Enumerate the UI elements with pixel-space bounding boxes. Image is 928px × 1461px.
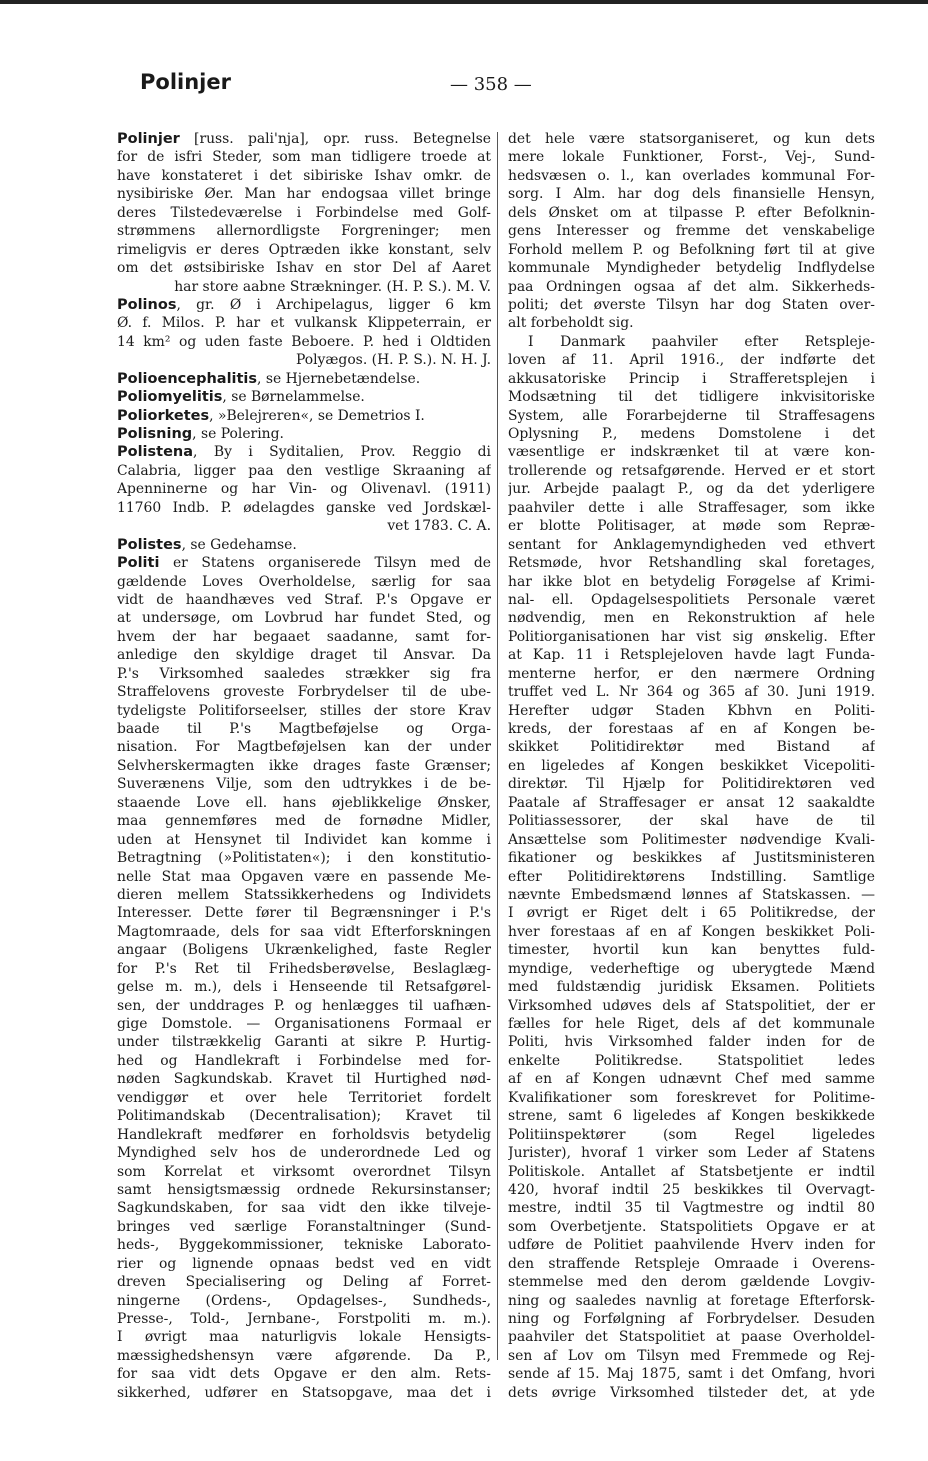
text-line: ning og saaledes navnlig at foretage Efterforsk- [508, 1292, 875, 1309]
text-line: stemmelse med den derom gældende Lovgiv- [508, 1274, 875, 1291]
text-line: paahviler det Statspolitiet at paase Overholdel- [508, 1329, 875, 1346]
text-line: heds-, Byggekommissioner, tekniske Laborato- [117, 1237, 491, 1254]
text-line: Ø. f. Milos. P. har et vulkansk Klippeterrain, er [117, 315, 491, 332]
text-line: under tilstrækkelig Garanti at sikre P. Hurtig- [117, 1034, 491, 1051]
text-line: af en af Kongen udnævnt Chef med samme [508, 1071, 875, 1088]
text-line: Politi, hvis Virksomhed falder inden for de [508, 1034, 875, 1051]
text-line: Oplysning P., medens Domstolene i det [508, 426, 875, 442]
text-line: for de isfri Steder, som man tidligere troede at [117, 149, 491, 166]
text-line: skikket Politidirektør med Bistand af [508, 739, 875, 756]
text-line: Polistes, se Gedehamse. [117, 536, 297, 553]
text-line: Paatale af Straffesager er ansat 12 saakaldte [508, 794, 875, 811]
text-line: myndige, vederheftige og uberygtede Mænd [508, 960, 875, 977]
text-line: Poliorketes, »Belejreren«, se Demetrios I. [117, 407, 425, 424]
text-line: Selvherskermagten ikke drages faste Grænser; [117, 757, 491, 774]
entry-headword: Poliomyelitis [117, 389, 223, 406]
text-line: hvem der har begaaet saadanne, samt for- [117, 628, 491, 645]
column-divider [497, 132, 498, 1360]
text-line: ningerne (Ordens-, Opdagelses-, Sundheds-, [117, 1292, 491, 1309]
text-line: loven af 11. April 1916., der indførte det [508, 352, 875, 369]
text-line: med fuldstændig juridisk Eksamen. Politiets [508, 979, 875, 996]
text-line: dets øvrige Virksomhed tilsteder det, at yde [508, 1384, 875, 1401]
text-line: Herefter udgør Staden Kbhvn en Politi- [508, 702, 875, 719]
text-line: det hele være statsorganiseret, og kun dets [508, 131, 875, 147]
text-line: Politimandskab (Decentralisation); Kravet til [117, 1108, 491, 1125]
text-line: Modsætning til det tidligere inkvisitoriske [508, 389, 875, 406]
text-line: sentant for Anklagemyndigheden ved ethvert [508, 536, 875, 553]
text-line: Sagkundskaben, for saa vidt den ikke tilveje- [117, 1200, 491, 1217]
text-line: Polinjer [russ. pali'nja], opr. russ. Betegnelse [117, 131, 491, 147]
text-line: sende af 15. Maj 1875, samt i det Omfang, hvori [508, 1366, 875, 1383]
text-line: Polisning, se Polering. [117, 426, 284, 442]
page-header [118, 70, 870, 104]
text-line: Jurister), hvoraf 1 virker som Leder af Statens [508, 1145, 875, 1162]
text-line: Presse-, Told-, Jernbane-, Forstpoliti m. m.). [117, 1311, 491, 1327]
text-line: Retsmøde, hvor Retshandling skal foretages, [508, 555, 875, 572]
text-line: Handlekraft medfører en forholdsvis betydelig [117, 1126, 491, 1143]
text-line: gens Interesser og fremme det venskabelige [508, 223, 875, 240]
text-line: den straffende Retspleje Omraade i Overens- [508, 1255, 875, 1272]
text-line: hver forestaas af en af Kongen beskikket Poli- [508, 923, 875, 940]
entry-headword: Polisning [117, 426, 193, 442]
text-line: Ansættelse som Politimester nødvendige Kvali- [508, 831, 875, 848]
text-line: Politiinspektører (som Regel ligeledes [508, 1126, 875, 1143]
text-line: Polioencephalitis, se Hjernebetændelse. [117, 370, 421, 387]
text-line: paa Ordningen ogsaa af det alm. Sikkerheds- [508, 278, 875, 295]
running-headword: Polinjer [140, 70, 231, 94]
text-line: trollerende og retsafgørende. Herved er et stort [508, 462, 875, 479]
text-line: Kvalifikationer som foreskrevet for Politime- [508, 1089, 875, 1106]
text-line: vendiggør et over hele Territoriet fordelt [117, 1089, 491, 1106]
text-line: fælles for hele Riget, dels af det kommunale [508, 1016, 875, 1032]
text-line: er blotte Politisager, at møde som Repræ- [508, 518, 875, 535]
text-line: Interesser. Dette fører til Begrænsninger i P.'s [117, 905, 491, 922]
text-line: P.'s Virksomhed saaledes strækker sig fra [117, 665, 491, 682]
text-line: jur. Arbejde paalagt P., og da det yderligere [508, 481, 875, 498]
text-line: vidt de haandhæves ved Straf. P.'s Opgave er [117, 591, 491, 608]
text-line: sikkerhed, udfører en Statsopgave, maa det i [117, 1384, 491, 1401]
entry-headword: Polinjer [117, 131, 180, 147]
text-line: samt hensigtsmæssig ordnede Rekursinstanser; [117, 1181, 491, 1198]
text-line: nysibiriske Øer. Man har endogsaa villet bringe [117, 186, 491, 203]
text-line: udføre de Politiet paahvilende Hverv inden for [508, 1237, 875, 1254]
text-line: Calabria, ligger paa den vestlige Skraaning af [117, 462, 491, 479]
entry-headword: Poliorketes [117, 407, 210, 424]
text-line: Suverænens Vilje, som den udtrykkes i de be- [117, 776, 491, 793]
text-line: have konstateret i det sibiriske Ishav omkr. de [117, 167, 491, 184]
text-line: kreds, der forestaas af en af Kongen be- [508, 721, 875, 737]
text-line: Betragtning (»Politistaten«); i den konstitutio- [117, 850, 491, 867]
text-line: Virksomhed udøves dels af Statspolitiet, der er [508, 997, 875, 1014]
text-line: alt forbeholdt sig. [508, 315, 634, 332]
text-line: har store aabne Strækninger. (H. P. S.). M. V. [174, 278, 491, 295]
text-line: om det østsibiriske Ishav en stor Del af Aaret [117, 260, 491, 277]
text-line: Magtomraade, dels for saa vidt Efterforskningen [117, 923, 491, 940]
text-line: nal- ell. Opdagelsespolitiets Personale været [508, 591, 875, 608]
text-line: efter Politidirektørens Indstilling. Samtlige [508, 868, 875, 885]
text-line: Polistena, By i Syditalien, Prov. Reggio di [117, 444, 491, 461]
text-line: Polinos, gr. Ø i Archipelagus, ligger 6 km [117, 296, 491, 313]
text-line: som Overbetjente. Statspolitiets Opgave er at [508, 1218, 875, 1235]
text-line: Poliomyelitis, se Børnelammelse. [117, 389, 365, 406]
text-line: 11760 Indb. P. ødelagdes ganske ved Jordskæl- [117, 499, 491, 516]
page-number: — 358 — [450, 74, 532, 95]
text-line: ning og Forfølgning af Forbrydelser. Desuden [508, 1311, 875, 1327]
text-line: Politiskole. Antallet af Statsbetjente er indtil [508, 1163, 875, 1180]
text-line: timester, hvortil kun kan benyttes fuld- [508, 942, 875, 959]
text-line: mæssighedshensyn være afgørende. Da P., [117, 1347, 491, 1364]
text-line: dreven Specialisering og Deling af Forret- [117, 1274, 491, 1291]
text-line: I øvrigt maa naturligvis lokale Hensigts- [117, 1329, 491, 1346]
text-line: har ikke blot en betydelig Forøgelse af Krimi- [508, 573, 875, 590]
text-line: hedsvæsen o. l., kan overlades kommunal For- [508, 167, 875, 184]
text-line: anledige den skyldige draget til Ansvar. Da [117, 647, 491, 664]
entry-headword: Polistes [117, 536, 182, 553]
text-line: tydeligste Politiforseelser, stilles der store Krav [117, 702, 491, 719]
text-line: rimeligvis er deres Optræden ikke konstant, selv [117, 241, 491, 258]
text-line: nævnte Embedsmænd lønnes af Statskassen. — [508, 886, 875, 903]
text-line: deres Tilstedeværelse i Forbindelse med Golf- [117, 204, 491, 221]
text-line: kommunale Myndigheder betydelig Indflydelse [508, 260, 875, 277]
text-line: nødvendig, men en Rekonstruktion af hele [508, 610, 875, 627]
top-rule [0, 0, 928, 4]
text-line: sorg. I Alm. har dog dels finansielle Hensyn, [508, 186, 875, 203]
text-line: direktør. Til Hjælp for Politidirektøren ved [508, 776, 875, 793]
text-line: gelse m. m.), dels i Henseende til Retsafgørel- [117, 979, 491, 996]
text-line: uden at Hensynet til Individet kan komme i [117, 831, 491, 848]
entry-headword: Polistena [117, 444, 194, 461]
right-column [508, 130, 875, 1402]
text-line: vet 1783. C. A. [387, 518, 491, 535]
text-line: nøden Sagkundskab. Kravet til Hurtighed nød- [117, 1071, 491, 1088]
text-line: Politi er Statens organiserede Tilsyn med de [117, 555, 491, 572]
text-line: nelle Stat maa Opgaven være en passende Me- [117, 868, 491, 885]
text-line: dieren mellem Statssikkerhedens og Individets [117, 886, 491, 903]
text-line: I øvrigt er Riget delt i 65 Politikredse, der [508, 905, 875, 922]
text-line: Politiorganisationen har vist sig ønskelig. Efter [508, 628, 875, 645]
entry-headword: Polioencephalitis [117, 370, 258, 387]
text-line: akkusatoriske Princip i Strafferetsplejen i [508, 370, 875, 387]
text-line: for saa vidt dets Opgave er den alm. Rets- [117, 1366, 491, 1383]
text-line: strene, samt 6 ligeledes af Kongen beskikkede [508, 1108, 875, 1125]
text-line: at Kap. 11 i Retsplejeloven havde lagt Funda- [508, 647, 875, 664]
text-line: politi; det øverste Tilsyn har dog Staten over- [508, 296, 875, 313]
text-line: staaende Love ell. hans øjeblikkelige Ønsker, [117, 794, 491, 811]
text-line: truffet ved L. Nr 364 og 365 af 30. Juni 1919. [508, 684, 875, 701]
text-line: paahviler dette i alle Straffesager, som ikke [508, 499, 875, 516]
text-line: gige Domstole. — Organisationens Formaal er [117, 1016, 491, 1032]
text-line: nisation. For Magtbeføjelsen kan der under [117, 739, 491, 756]
text-line: sen, der unddrages P. og henlægges til uafhæn- [117, 997, 491, 1014]
text-line: Apenninerne og har Vin- og Olivenavl. (1911) [117, 481, 491, 498]
left-column [117, 130, 491, 1402]
text-line: enkelte Politikredse. Statspolitiet ledes [508, 1052, 875, 1069]
text-line: Myndighed selv hos de underordnede Led og [117, 1145, 491, 1162]
text-line: gældende Loves Overholdelse, særlig for saa [117, 573, 491, 590]
text-line: menterne herfor, er den nærmere Ordning [508, 665, 875, 682]
text-line: hed og Handlekraft i Forbindelse med for- [117, 1052, 491, 1069]
text-line: som Korrelat et virksomt overordnet Tilsyn [117, 1163, 491, 1180]
text-line: Forhold mellem P. og Befolkning ført til at give [508, 241, 875, 258]
text-line: Straffelovens groveste Forbrydelser til de ube- [117, 684, 491, 701]
text-line: bringes ved særlige Foranstaltninger (Sund- [117, 1218, 491, 1235]
text-line: for P.'s Ret til Frihedsberøvelse, Beslaglæg- [117, 960, 491, 977]
text-line: 14 km² og uden faste Beboere. P. hed i Oldtiden [117, 333, 491, 350]
text-line: mestre, indtil 35 til Vagtmestre og indtil 80 [508, 1200, 875, 1217]
text-line: en ligeledes af Kongen beskikket Vicepoliti- [508, 757, 875, 774]
text-line: baade til P.'s Magtbeføjelse og Orga- [117, 721, 491, 737]
entry-headword: Polinos [117, 296, 177, 313]
text-line: maa gennemføres med de fornødne Midler, [117, 813, 491, 830]
text-line: mere lokale Funktioner, Forst-, Vej-, Sund- [508, 149, 875, 166]
text-line: Polyægos. (H. P. S.). N. H. J. [295, 352, 491, 369]
text-line: rier og lignende opnaas bedst ved en vidt [117, 1255, 491, 1272]
text-line: System, alle Forarbejderne til Straffesagens [508, 407, 875, 424]
text-line: I Danmark paahviler efter Retspleje- [528, 333, 875, 350]
entry-headword: Politi [117, 555, 160, 572]
text-line: Politiassessorer, der skal have de til [508, 813, 875, 830]
text-line: væsentlige er indskrænket til at være kon- [508, 444, 875, 461]
text-line: dels Ønsket om at tilpasse P. efter Befolknin- [508, 204, 875, 221]
text-line: fikationer og beskikkes af Justitsministeren [508, 850, 875, 867]
text-line: 420, hvoraf indtil 25 beskikkes til Overvagt- [508, 1181, 875, 1198]
text-line: sen af Lov om Tilsyn med Fremmede og Rej- [508, 1347, 875, 1364]
text-line: at undersøge, om Lovbrud har fundet Sted, og [117, 610, 491, 627]
text-line: strømmens allernordligste Forgreninger; men [117, 223, 491, 240]
text-line: angaar (Boligens Ukrænkelighed, faste Regler [117, 942, 491, 959]
